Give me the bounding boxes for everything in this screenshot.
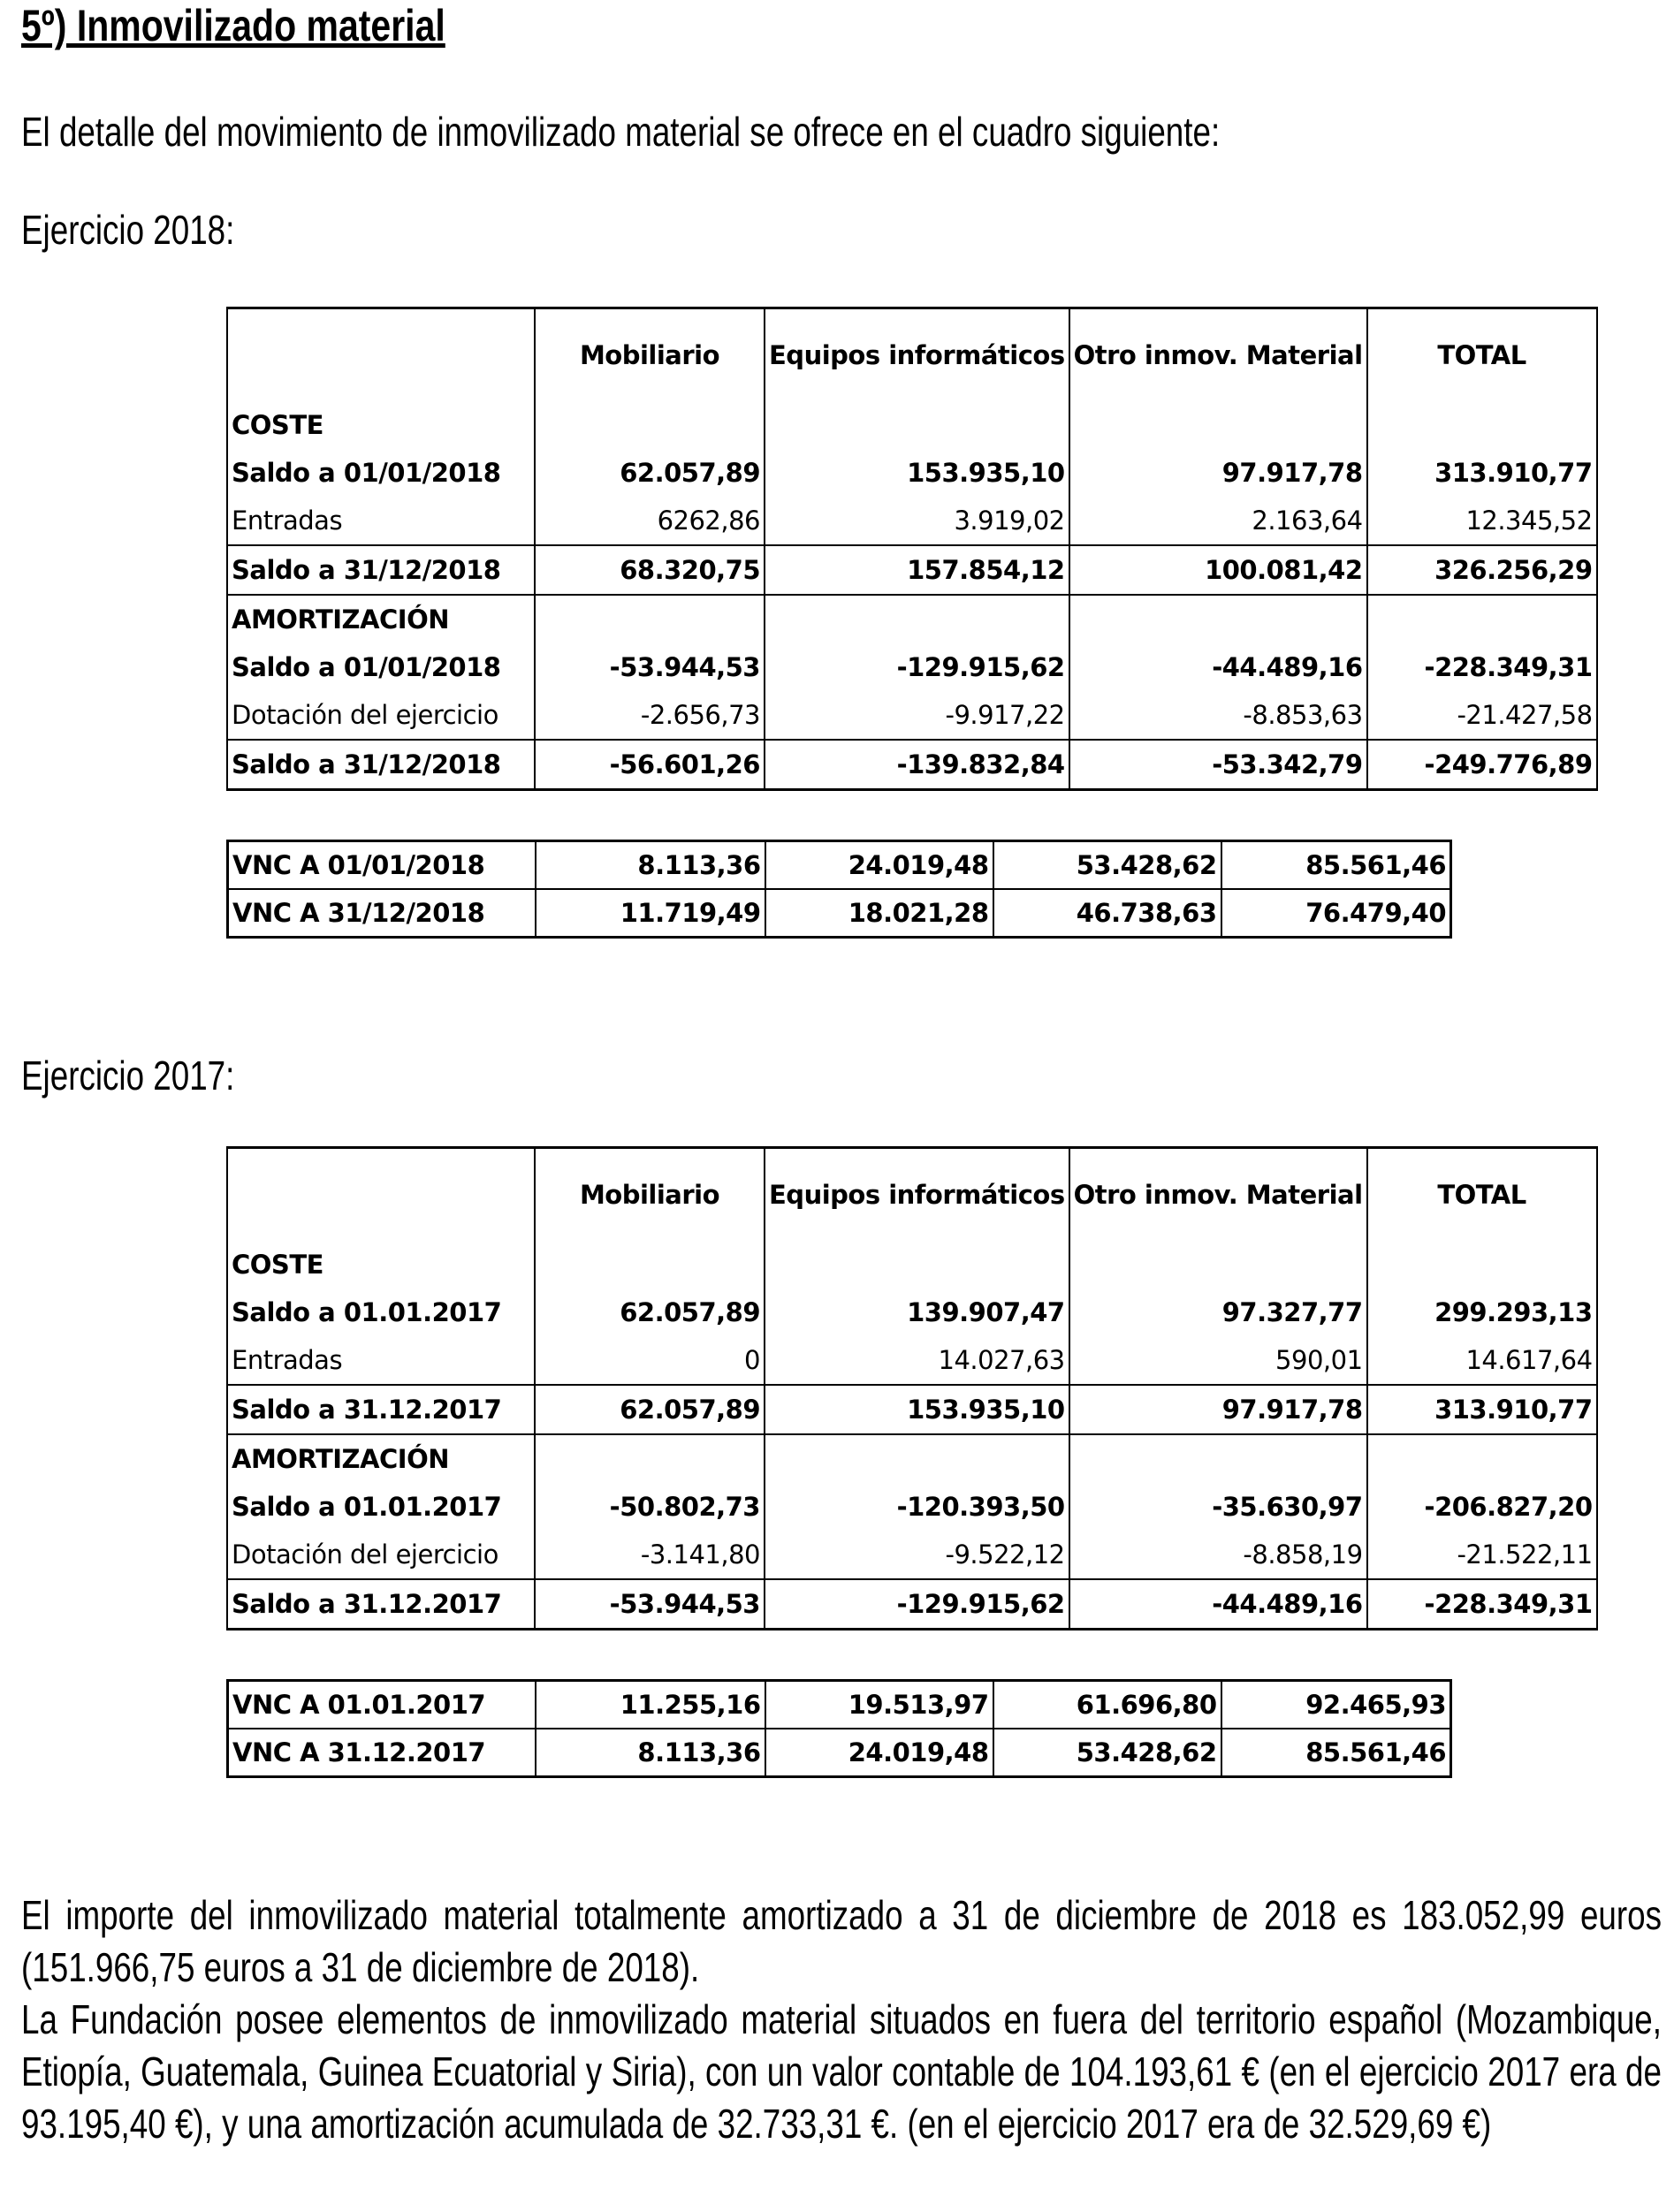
cell-value: -228.349,31 xyxy=(1367,1579,1597,1630)
year-heading-2017: Ejercicio 2017: xyxy=(21,1053,235,1098)
cell-value: 97.327,77 xyxy=(1069,1288,1367,1336)
row-label: Saldo a 01/01/2018 xyxy=(227,643,535,691)
cell-value: -139.832,84 xyxy=(765,740,1069,790)
cell-value: 590,01 xyxy=(1069,1336,1367,1385)
cell-value: 92.465,93 xyxy=(1221,1681,1451,1729)
vnc-table-2017 xyxy=(226,1679,1452,1778)
row-label: VNC A 01.01.2017 xyxy=(228,1681,536,1729)
cell-value: -53.944,53 xyxy=(535,643,765,691)
table-row xyxy=(227,740,1597,790)
cell-value: -53.342,79 xyxy=(1069,740,1367,790)
row-label: Dotación del ejercicio xyxy=(227,1531,535,1579)
movement-table-2018 xyxy=(226,307,1598,791)
cell-value: 46.738,63 xyxy=(993,889,1221,938)
header-empty-cell xyxy=(227,308,535,402)
table-row xyxy=(227,449,1597,497)
cell-value: -3.141,80 xyxy=(535,1531,765,1579)
cell-value: 61.696,80 xyxy=(993,1681,1221,1729)
cell-value: 62.057,89 xyxy=(535,1288,765,1336)
cell-value: -129.915,62 xyxy=(765,1579,1069,1630)
cell-value: 2.163,64 xyxy=(1069,497,1367,545)
paragraph-foreign-assets: La Fundación posee elementos de inmovilizado material situados en fuera del territorio español (Mozambique, Etiopía, Guatemala, Guinea Ecuatorial y Siria), con un valor contable de 104.193,61 € (en el ejercicio 2017 era de 93.195,40 €), y una amortización acumulada de 32.733,31 €. (en el ejercicio 2017 era de 32.529,69 €) xyxy=(21,1996,1662,2147)
row-label: VNC A 31/12/2018 xyxy=(228,889,536,938)
cell-value: -44.489,16 xyxy=(1069,643,1367,691)
cell-value: 299.293,13 xyxy=(1367,1288,1597,1336)
cell-value: -21.522,11 xyxy=(1367,1531,1597,1579)
cell-value: -2.656,73 xyxy=(535,691,765,740)
cell-value: -50.802,73 xyxy=(535,1483,765,1531)
table-header-row xyxy=(227,308,1597,402)
cell-value: 97.917,78 xyxy=(1069,449,1367,497)
header-empty-cell xyxy=(227,1148,535,1242)
cell-value: 12.345,52 xyxy=(1367,497,1597,545)
cell-value: 53.428,62 xyxy=(993,841,1221,890)
intro-text: El detalle del movimiento de inmovilizado material se ofrece en el cuadro siguiente: xyxy=(21,109,1221,155)
column-header: Otro inmov. Material xyxy=(1069,1148,1367,1242)
table-row xyxy=(227,691,1597,740)
cell-value: 85.561,46 xyxy=(1221,1729,1451,1777)
cell-value: 3.919,02 xyxy=(765,497,1069,545)
cell-value: 157.854,12 xyxy=(765,545,1069,595)
column-header: Mobiliario xyxy=(535,1148,765,1242)
cell-value: 18.021,28 xyxy=(765,889,993,938)
column-header: Mobiliario xyxy=(535,308,765,402)
cell-value: -8.858,19 xyxy=(1069,1531,1367,1579)
cell-value: 100.081,42 xyxy=(1069,545,1367,595)
cell-value: 11.719,49 xyxy=(536,889,765,938)
cell-value: -249.776,89 xyxy=(1367,740,1597,790)
table-row xyxy=(228,841,1451,890)
table-row xyxy=(228,1681,1451,1729)
cell-value: 24.019,48 xyxy=(765,841,993,890)
row-label: Saldo a 31.12.2017 xyxy=(227,1579,535,1630)
column-header: TOTAL xyxy=(1367,1148,1597,1242)
cell-value: 62.057,89 xyxy=(535,1385,765,1434)
table-row xyxy=(227,1531,1597,1579)
table-row xyxy=(227,1579,1597,1630)
cell-value: -21.427,58 xyxy=(1367,691,1597,740)
cell-value: 11.255,16 xyxy=(536,1681,765,1729)
cell-value: 6262,86 xyxy=(535,497,765,545)
table-row xyxy=(227,545,1597,595)
column-header: Equipos informáticos xyxy=(765,1148,1069,1242)
year-heading-2018: Ejercicio 2018: xyxy=(21,207,235,253)
table-row xyxy=(227,1336,1597,1385)
table-row xyxy=(228,1729,1451,1777)
column-header: TOTAL xyxy=(1367,308,1597,402)
cell-value: -35.630,97 xyxy=(1069,1483,1367,1531)
cell-value: 8.113,36 xyxy=(536,1729,765,1777)
table-row xyxy=(227,497,1597,545)
column-header: Equipos informáticos xyxy=(765,308,1069,402)
row-label: Saldo a 01.01.2017 xyxy=(227,1483,535,1531)
column-header: Otro inmov. Material xyxy=(1069,308,1367,402)
row-label: Saldo a 31/12/2018 xyxy=(227,545,535,595)
section-label: AMORTIZACIÓN xyxy=(227,595,535,643)
cell-value: -8.853,63 xyxy=(1069,691,1367,740)
row-label: VNC A 01/01/2018 xyxy=(228,841,536,890)
table-row xyxy=(228,889,1451,938)
table-row xyxy=(227,1483,1597,1531)
cell-value: 313.910,77 xyxy=(1367,1385,1597,1434)
movement-table-2017 xyxy=(226,1146,1598,1630)
section-title: 5º) Inmovilizado material xyxy=(21,1,445,50)
cell-value: 85.561,46 xyxy=(1221,841,1451,890)
section-label: AMORTIZACIÓN xyxy=(227,1434,535,1483)
row-label: Dotación del ejercicio xyxy=(227,691,535,740)
cell-value: 313.910,77 xyxy=(1367,449,1597,497)
cell-value: 8.113,36 xyxy=(536,841,765,890)
vnc-table-2018 xyxy=(226,840,1452,939)
section-label: COSTE xyxy=(227,1241,535,1288)
section-row-amortizacion xyxy=(227,595,1597,643)
row-label: Entradas xyxy=(227,497,535,545)
section-row-coste xyxy=(227,401,1597,449)
row-label: Saldo a 31.12.2017 xyxy=(227,1385,535,1434)
section-row-coste xyxy=(227,1241,1597,1288)
cell-value: -53.944,53 xyxy=(535,1579,765,1630)
cell-value: -129.915,62 xyxy=(765,643,1069,691)
table-header-row xyxy=(227,1148,1597,1242)
row-label: Entradas xyxy=(227,1336,535,1385)
cell-value: 326.256,29 xyxy=(1367,545,1597,595)
cell-value: 68.320,75 xyxy=(535,545,765,595)
table-row xyxy=(227,643,1597,691)
section-row-amortizacion xyxy=(227,1434,1597,1483)
cell-value: 24.019,48 xyxy=(765,1729,993,1777)
cell-value: 14.027,63 xyxy=(765,1336,1069,1385)
cell-value: 62.057,89 xyxy=(535,449,765,497)
cell-value: 153.935,10 xyxy=(765,449,1069,497)
cell-value: -9.522,12 xyxy=(765,1531,1069,1579)
cell-value: 53.428,62 xyxy=(993,1729,1221,1777)
table-row xyxy=(227,1385,1597,1434)
cell-value: 97.917,78 xyxy=(1069,1385,1367,1434)
row-label: Saldo a 01/01/2018 xyxy=(227,449,535,497)
cell-value: 0 xyxy=(535,1336,765,1385)
table-row xyxy=(227,1288,1597,1336)
section-label: COSTE xyxy=(227,401,535,449)
cell-value: -9.917,22 xyxy=(765,691,1069,740)
paragraph-fully-amortized: El importe del inmovilizado material totalmente amortizado a 31 de diciembre de 2018 es 183.052,99 euros (151.966,75 euros a 31 de diciembre de 2018). xyxy=(21,1892,1662,1990)
cell-value: -120.393,50 xyxy=(765,1483,1069,1531)
cell-value: 14.617,64 xyxy=(1367,1336,1597,1385)
row-label: Saldo a 01.01.2017 xyxy=(227,1288,535,1336)
cell-value: -228.349,31 xyxy=(1367,643,1597,691)
row-label: VNC A 31.12.2017 xyxy=(228,1729,536,1777)
cell-value: -56.601,26 xyxy=(535,740,765,790)
cell-value: -206.827,20 xyxy=(1367,1483,1597,1531)
cell-value: 76.479,40 xyxy=(1221,889,1451,938)
cell-value: 153.935,10 xyxy=(765,1385,1069,1434)
cell-value: 19.513,97 xyxy=(765,1681,993,1729)
row-label: Saldo a 31/12/2018 xyxy=(227,740,535,790)
cell-value: -44.489,16 xyxy=(1069,1579,1367,1630)
cell-value: 139.907,47 xyxy=(765,1288,1069,1336)
